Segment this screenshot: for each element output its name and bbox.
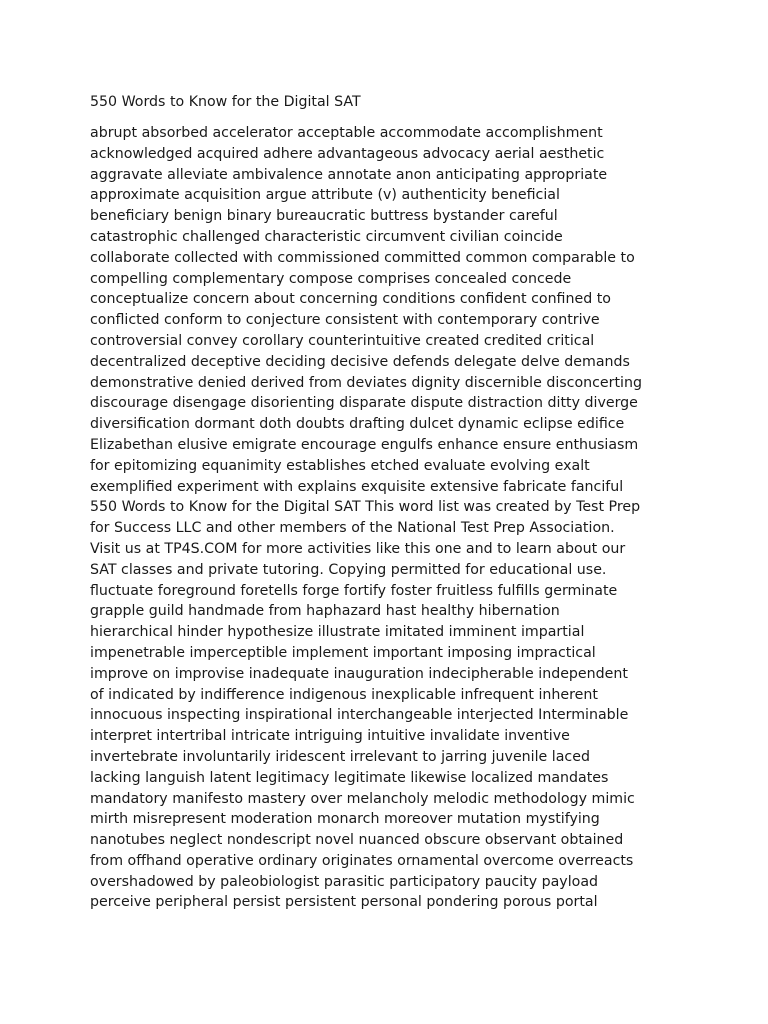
text-line: conflicted conform to conjecture consistent with contemporary contrive — [90, 312, 600, 329]
text-line: innocuous inspecting inspirational interchangeable interjected Interminable — [90, 707, 629, 724]
text-line: 550 Words to Know for the Digital SAT This word list was created by Test Prep — [90, 499, 641, 516]
text-line: decentralized deceptive deciding decisive defends delegate delve demands — [90, 353, 630, 370]
text-line: conceptualize concern about concerning conditions confident confined to — [90, 291, 611, 308]
text-line: catastrophic challenged characteristic circumvent civilian coincide — [90, 228, 563, 245]
text-line: collaborate collected with commissioned committed common comparable to — [90, 249, 635, 266]
text-line: hierarchical hinder hypothesize illustrate imitated imminent impartial — [90, 624, 585, 641]
text-line: demonstrative denied derived from deviates dignity discernible disconcerting — [90, 374, 642, 391]
text-line: approximate acquisition argue attribute (v) authenticity beneficial — [90, 187, 560, 204]
text-line: lacking languish latent legitimacy legitimate likewise localized mandates — [90, 769, 609, 786]
word-list — [90, 123, 682, 913]
text-line: nanotubes neglect nondescript novel nuanced obscure observant obtained — [90, 832, 624, 849]
text-line: Elizabethan elusive emigrate encourage engulfs enhance ensure enthusiasm — [90, 436, 639, 453]
document-page — [90, 92, 682, 913]
text-line: of indicated by indifference indigenous inexplicable infrequent inherent — [90, 686, 598, 703]
text-line: diversification dormant doth doubts drafting dulcet dynamic eclipse edifice — [90, 416, 625, 433]
text-line: from offhand operative ordinary originates ornamental overcome overreacts — [90, 852, 634, 869]
text-line: fluctuate foreground foretells forge fortify foster fruitless fulfills germinate — [90, 582, 618, 599]
text-line: interpret intertribal intricate intriguing intuitive invalidate inventive — [90, 728, 570, 745]
text-line: grapple guild handmade from haphazard hast healthy hibernation — [90, 603, 560, 620]
text-line: invertebrate involuntarily iridescent irrelevant to jarring juvenile laced — [90, 748, 590, 765]
text-line: for Success LLC and other members of the National Test Prep Association. — [90, 520, 615, 537]
document-title: 550 Words to Know for the Digital SAT — [90, 94, 361, 110]
text-line: compelling complementary compose comprises concealed concede — [90, 270, 572, 287]
text-line: controversial convey corollary counterintuitive created credited critical — [90, 332, 595, 349]
text-line: exemplified experiment with explains exquisite extensive fabricate fanciful — [90, 478, 624, 495]
text-line: aggravate alleviate ambivalence annotate anon anticipating appropriate — [90, 166, 608, 183]
text-line: impenetrable imperceptible implement important imposing impractical — [90, 644, 596, 661]
text-line: mirth misrepresent moderation monarch moreover mutation mystifying — [90, 811, 600, 828]
text-line: beneficiary benign binary bureaucratic buttress bystander careful — [90, 208, 558, 225]
text-line: abrupt absorbed accelerator acceptable accommodate accomplishment — [90, 125, 603, 141]
text-line: SAT classes and private tutoring. Copying permitted for educational use. — [90, 561, 607, 578]
text-line: Visit us at TP4S.COM for more activities like this one and to learn about our — [90, 540, 626, 557]
text-line: mandatory manifesto mastery over melancholy melodic methodology mimic — [90, 790, 635, 807]
text-line: overshadowed by paleobiologist parasitic participatory paucity payload — [90, 873, 599, 890]
text-line: perceive peripheral persist persistent personal pondering porous portal — [90, 894, 598, 911]
text-line: for epitomizing equanimity establishes etched evaluate evolving exalt — [90, 457, 590, 474]
text-line: improve on improvise inadequate inauguration indecipherable independent — [90, 665, 628, 682]
text-line: discourage disengage disorienting disparate dispute distraction ditty diverge — [90, 395, 638, 412]
text-line: acknowledged acquired adhere advantageous advocacy aerial aesthetic — [90, 145, 605, 162]
